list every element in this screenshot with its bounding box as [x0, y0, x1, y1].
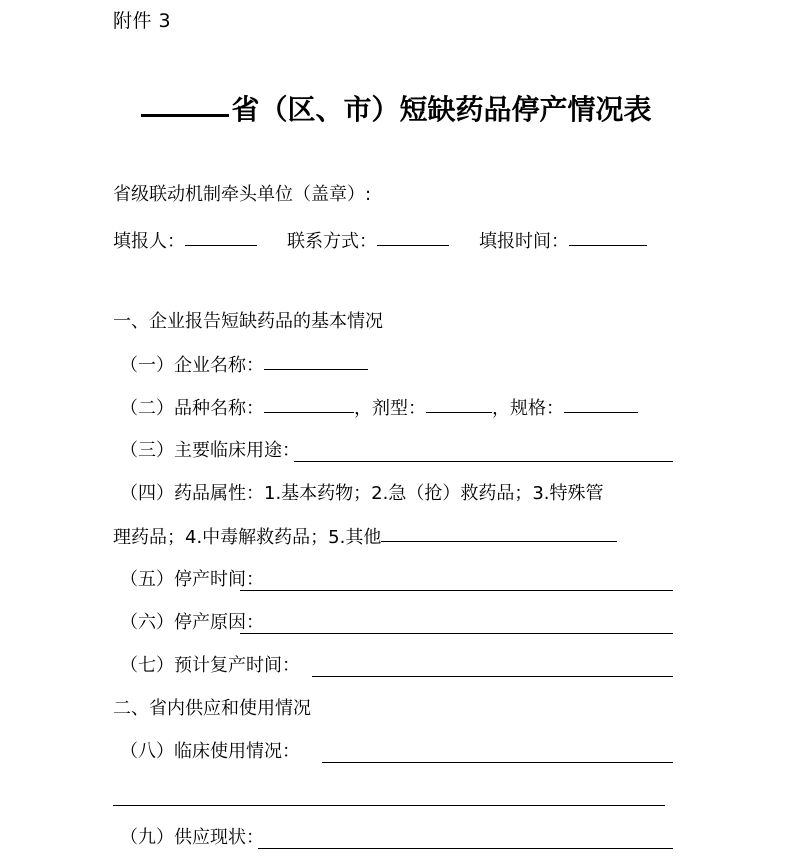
item-number-7: （七） — [120, 655, 174, 676]
item-number-9: （九） — [120, 827, 174, 848]
item-number-4: （四） — [120, 483, 174, 504]
section-1-heading-text: 一、企业报告短缺药品的基本情况 — [113, 311, 383, 332]
dosage-form-input[interactable] — [426, 395, 492, 413]
field-row-company-name — [120, 352, 684, 379]
attachment-tag: 附件 3 — [113, 10, 172, 32]
item-number-1: （一） — [120, 355, 174, 376]
section-heading-1 — [113, 309, 677, 335]
item-label-product-name: 品种名称： — [174, 398, 264, 419]
contact-label: 联系方式： — [287, 231, 377, 252]
item-number-3: （三） — [120, 440, 174, 461]
report-time-input[interactable] — [569, 228, 647, 246]
title-blank-field[interactable] — [141, 114, 229, 117]
clinical-use-input[interactable] — [294, 461, 673, 462]
halt-reason-input[interactable] — [240, 633, 673, 634]
item-label-clinical-usage-status: 临床使用情况： — [174, 741, 300, 762]
reporter-line — [113, 228, 677, 255]
supply-status-input[interactable] — [258, 848, 673, 849]
reporter-input[interactable] — [185, 228, 257, 246]
resume-date-input[interactable] — [312, 676, 673, 677]
company-name-input[interactable] — [264, 352, 368, 370]
contact-input[interactable] — [377, 228, 449, 246]
item-label-supply-status: 供应现状： — [174, 827, 264, 848]
item-label-specification: ，规格： — [492, 398, 564, 419]
field-row-product — [120, 395, 684, 422]
drug-attribute-options-line-1: 1.基本药物；2.急（抢）救药品；3.特殊管 — [264, 483, 604, 504]
item-label-halt-date: 停产时间： — [174, 569, 264, 590]
section-2-heading-text: 二、省内供应和使用情况 — [113, 698, 311, 719]
clinical-usage-status-input[interactable] — [322, 762, 673, 763]
page-title — [0, 90, 793, 130]
drug-attribute-other-input[interactable] — [381, 524, 617, 542]
item-number-6: （六） — [120, 612, 174, 633]
item-label-dosage-form: ，剂型： — [354, 398, 426, 419]
reporter-label: 填报人： — [113, 231, 185, 252]
field-row-drug-attributes-line2 — [113, 524, 677, 551]
report-time-label: 填报时间： — [479, 231, 569, 252]
specification-input[interactable] — [564, 395, 638, 413]
drug-attribute-options-line-2: 理药品；4.中毒解救药品；5.其他 — [113, 527, 382, 548]
section-heading-2 — [113, 696, 677, 722]
product-name-input[interactable] — [264, 395, 354, 413]
lead-unit-line — [113, 182, 677, 208]
lead-unit-label: 省级联动机制牵头单位（盖章）: — [113, 184, 372, 205]
title-text: 省（区、市）短缺药品停产情况表 — [231, 93, 652, 126]
item-number-8: （八） — [120, 741, 174, 762]
item-number-5: （五） — [120, 569, 174, 590]
item-number-2: （二） — [120, 398, 174, 419]
item-label-clinical-use: 主要临床用途： — [174, 440, 300, 461]
item-label-resume-date: 预计复产时间： — [174, 655, 300, 676]
item-label-drug-attributes: 药品属性： — [174, 483, 264, 504]
halt-date-input[interactable] — [240, 590, 673, 591]
clinical-usage-status-continuation-input[interactable] — [113, 805, 665, 806]
item-label-company-name: 企业名称： — [174, 355, 264, 376]
field-row-drug-attributes-line1 — [120, 481, 684, 507]
item-label-halt-reason: 停产原因： — [174, 612, 264, 633]
